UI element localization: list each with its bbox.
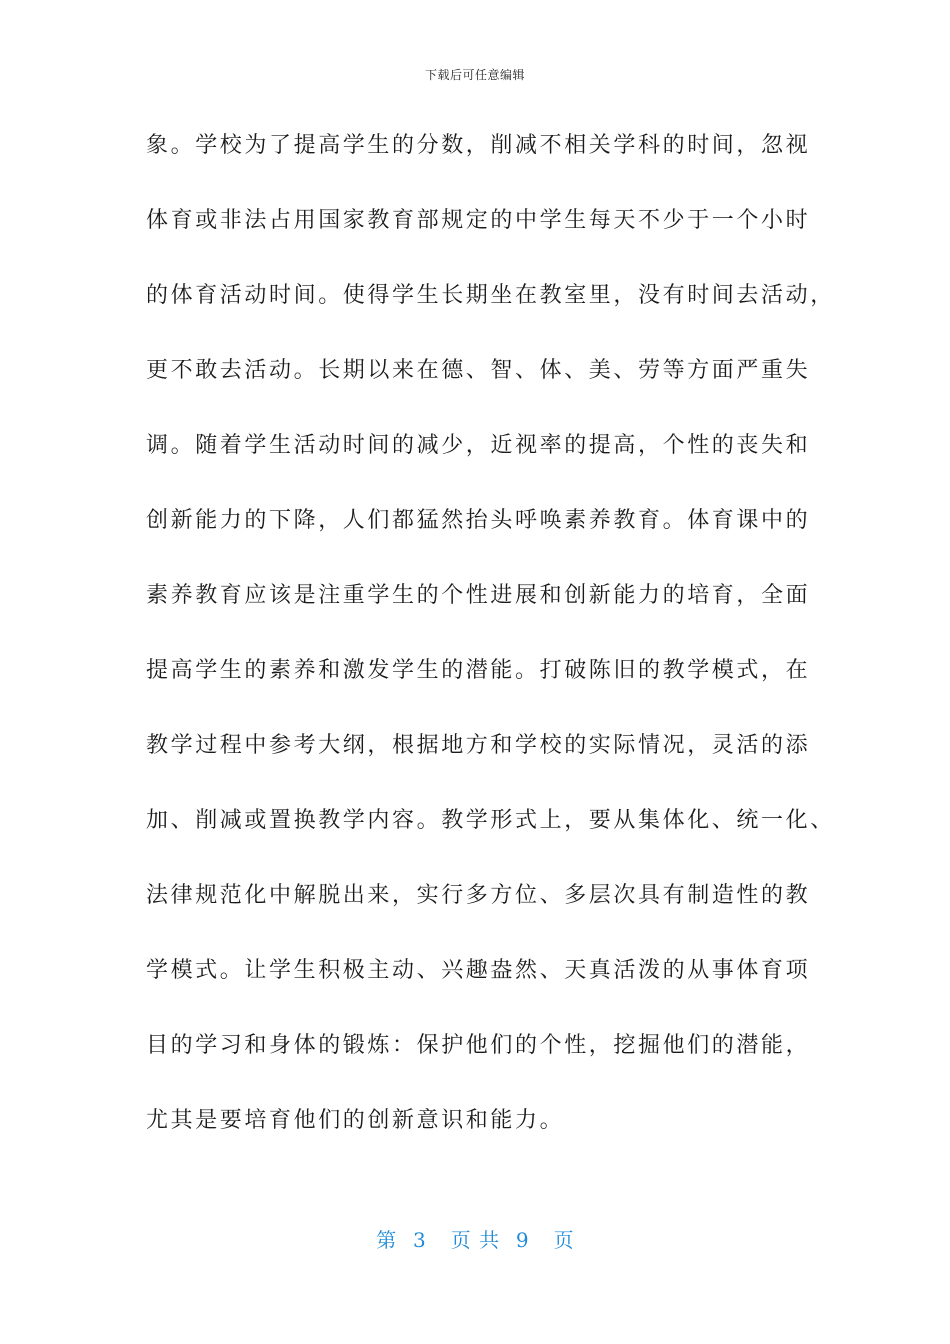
text-line: 教学过程中参考大纲，根据地方和学校的实际情况，灵活的添	[146, 733, 811, 758]
text-line: 创新能力的下降，人们都猛然抬头呼唤素养教育。体育课中的	[146, 508, 811, 533]
text-line: 提高学生的素养和激发学生的潜能。打破陈旧的教学模式，在	[146, 658, 811, 683]
body-text	[146, 125, 835, 1175]
text-line: 象。学校为了提高学生的分数，削减不相关学科的时间，忽视	[146, 133, 811, 158]
text-line: 调。随着学生活动时间的减少，近视率的提高，个性的丧失和	[146, 433, 811, 458]
text-line: 加、削减或置换教学内容。教学形式上，要从集体化、统一化、	[146, 808, 835, 833]
page-number-footer: 第 3 页 共 9 页	[376, 1228, 574, 1252]
text-line: 目的学习和身体的锻炼：保护他们的个性，挖掘他们的潜能，	[146, 1033, 811, 1058]
text-line: 体育或非法占用国家教育部规定的中学生每天不少于一个小时	[146, 208, 811, 233]
text-line: 学模式。让学生积极主动、兴趣盎然、天真活泼的从事体育项	[146, 958, 811, 983]
text-line: 的体育活动时间。使得学生长期坐在教室里，没有时间去活动，	[146, 283, 835, 308]
text-line: 素养教育应该是注重学生的个性进展和创新能力的培育，全面	[146, 583, 811, 608]
text-line: 更不敢去活动。长期以来在德、智、体、美、劳等方面严重失	[146, 358, 811, 383]
text-line: 法律规范化中解脱出来，实行多方位、多层次具有制造性的教	[146, 883, 811, 908]
text-line: 尤其是要培育他们的创新意识和能力。	[146, 1108, 565, 1133]
page-header: 下载后可任意编辑	[424, 68, 525, 82]
